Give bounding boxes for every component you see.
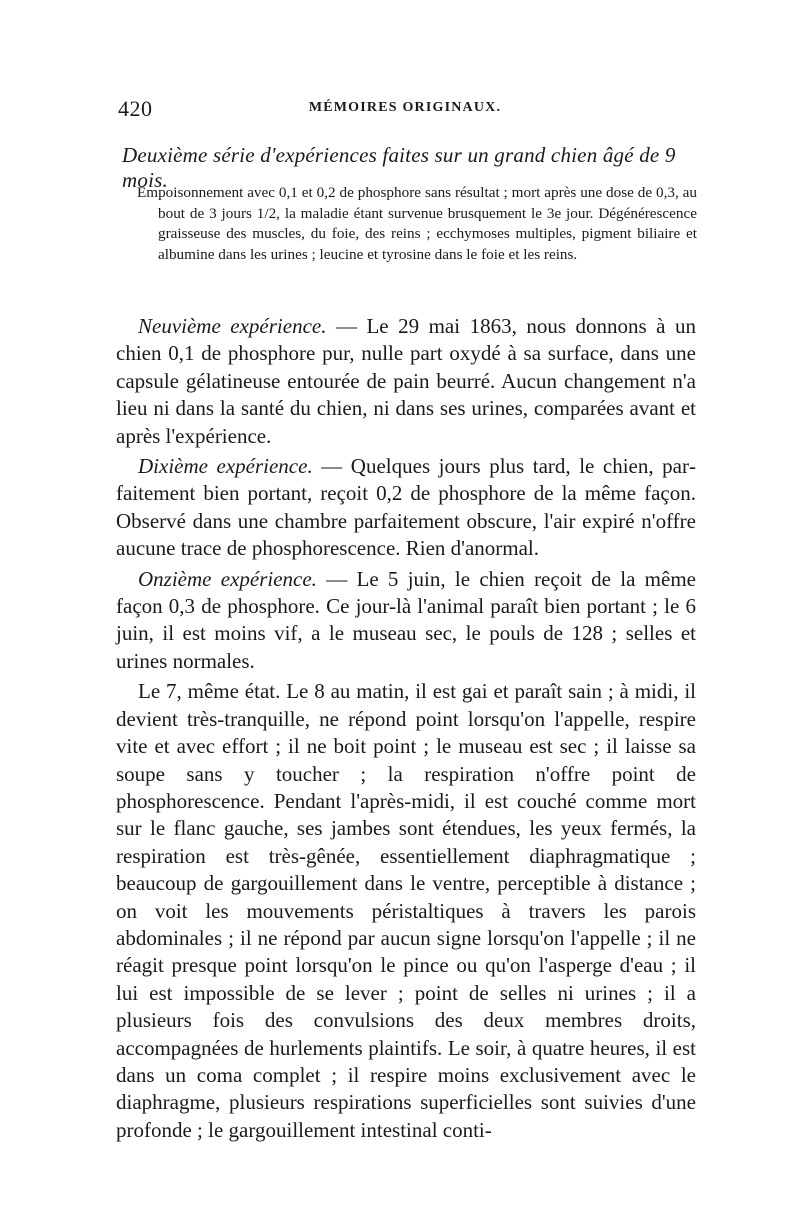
paragraph-experiment-10	[116, 453, 696, 563]
body-text	[116, 313, 696, 1147]
series-summary	[137, 183, 697, 265]
paragraph-experiment-9	[116, 313, 696, 450]
experiment-title: Dixième expérience.	[138, 454, 313, 479]
series-title: Deuxième série d'expériences faites sur un grand chien âgé de 9 mois.	[122, 143, 676, 192]
paragraph-text: — Le 5 juin, le chien reçoit de la même façon 0,3 de phosphore. Ce jour-là l'animal paraît bien portant ; le 6 juin, il est moins vif, a le museau sec, le pouls de 128 ; selles et urines normales.	[116, 566, 696, 673]
summary-text: Empoisonnement avec 0,1 et 0,2 de phosphore sans résultat ; mort après une dose de 0,3, au bout de 3 jours 1/2, la maladie étant survenue brusquement le 3e jour. Dégénérescence graisseuse des muscles, du foie, des reins ; ecchymoses multiples, pigment biliaire et albumine dans les urines ; leucine et tyrosine dans le foie et les reins.	[137, 184, 697, 263]
experiment-title: Neuvième expérience.	[138, 314, 327, 338]
experiment-title: Onzième expérience.	[138, 566, 317, 591]
paragraph-experiment-11	[116, 566, 696, 676]
running-title: MÉMOIRES ORIGINAUX.	[308, 100, 502, 115]
paragraph-text: — Quelques jours plus tard, le chien, parfaitement bien portant, reçoit 0,2 de phosphore de la même façon. Observé dans une chambre parfaitement obscure, l'air expiré n'offre aucune trace de phosphorescence. Rien d'anormal.	[116, 454, 696, 561]
paragraph-text: Le 7, même état. Le 8 au matin, il est gai et paraît sain ; à midi, il devient très-tranquille, ne répond point lorsqu'on l'appelle, respire vite et avec effort ; il ne boit point ; le museau est sec ; il laisse sa soupe sans y toucher ; la respiration n'offre point de phosphorescence. Pendant l'après-midi, il est couché comme mort sur le flanc gauche, ses jambes sont étendues, les yeux fermés, la respiration est très-gênée, essentiellement diaphragmatique ; beaucoup de gargouillement dans le ventre, perceptible à distance ; on voit les mouvements péristaltiques à travers les parois abdominales ; il ne répond par aucun signe lorsqu'on l'appelle ; il ne réagit presque point lorsqu'on le pince ou qu'on l'asperge d'eau ; il lui est impossible de se lever ; point de selles ni urines ; il a plusieurs fois des convulsions des deux membres droits, accompagnées de hurlements plaintifs. Le soir, à quatre heures, il est dans un coma complet ; il respire moins exclusivement avec le diaphragme, plusieurs respirations superficielles sont suivies d'une profonde ; le gargouillement intestinal conti-	[116, 679, 696, 1142]
page-header	[115, 96, 695, 126]
paragraph-continuation	[116, 678, 696, 1144]
page-number: 420	[118, 96, 153, 121]
paragraph-text: — Le 29 mai 1863, nous donnons à un chien 0,1 de phosphore pur, nulle part oxydé à sa surface, dans une capsule gélatineuse entourée de pain beurré. Aucun changement n'a lieu ni dans la santé du chien, ni dans ses urines, comparées avant et après l'expérience.	[116, 314, 696, 448]
